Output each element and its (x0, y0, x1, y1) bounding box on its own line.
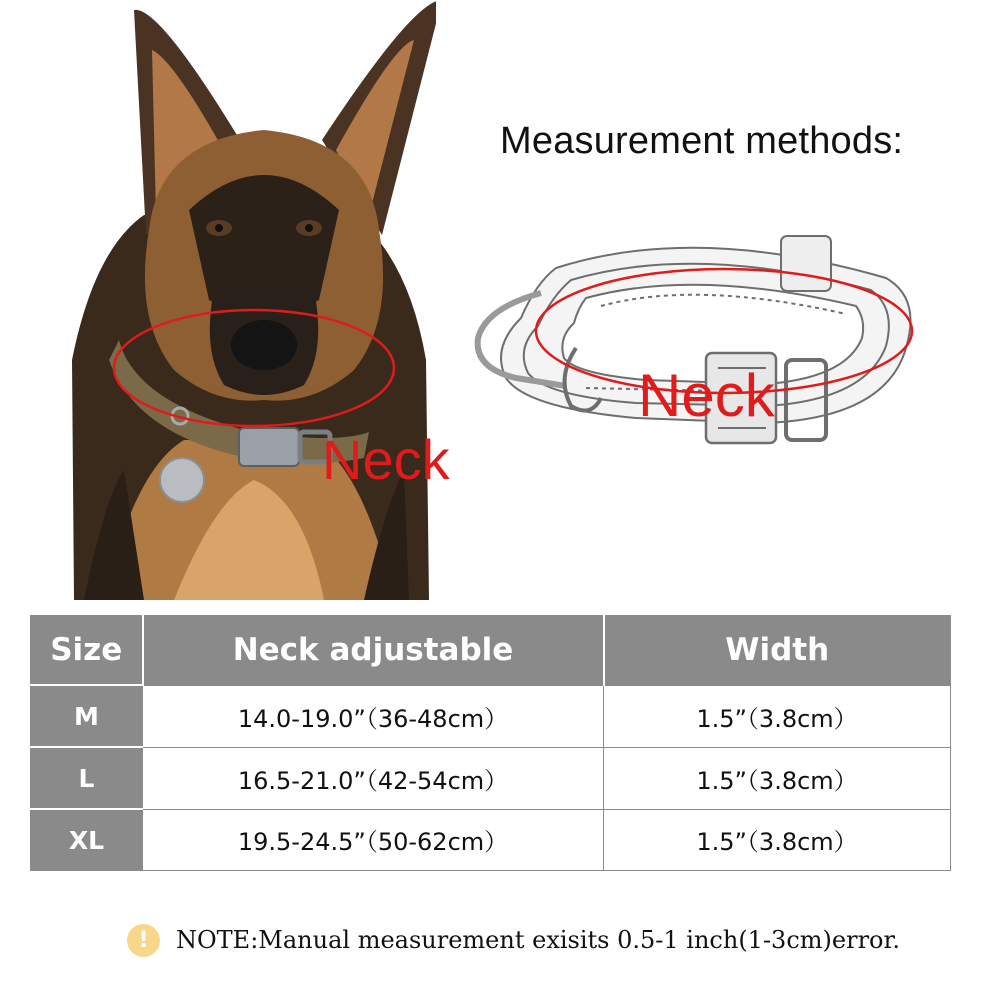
width-cell: 1.5”（3.8cm） (604, 747, 951, 809)
header-width: Width (604, 616, 951, 686)
size-cell: XL (31, 809, 143, 871)
table-header-row (31, 616, 951, 686)
warning-icon: ! (127, 924, 160, 957)
neck-label-photo: Neck (322, 428, 450, 491)
header-size: Size (31, 616, 143, 686)
width-cell: 1.5”（3.8cm） (604, 685, 951, 747)
size-table (30, 615, 951, 871)
table-row (31, 685, 951, 747)
size-cell: L (31, 747, 143, 809)
size-cell: M (31, 685, 143, 747)
table-row (31, 747, 951, 809)
neck-cell: 16.5-21.0”（42-54cm） (143, 747, 604, 809)
neck-cell: 14.0-19.0”（36-48cm） (143, 685, 604, 747)
neck-label-collar: Neck (638, 362, 775, 429)
note (127, 922, 900, 958)
dog-photo (64, 0, 436, 608)
note-text: NOTE:Manual measurement exisits 0.5-1 inch(1-3cm)error. (176, 926, 900, 954)
header-neck-adjustable: Neck adjustable (143, 616, 604, 686)
measurement-methods-heading: Measurement methods: (500, 120, 904, 162)
neck-cell: 19.5-24.5”（50-62cm） (143, 809, 604, 871)
table-row (31, 809, 951, 871)
width-cell: 1.5”（3.8cm） (604, 809, 951, 871)
